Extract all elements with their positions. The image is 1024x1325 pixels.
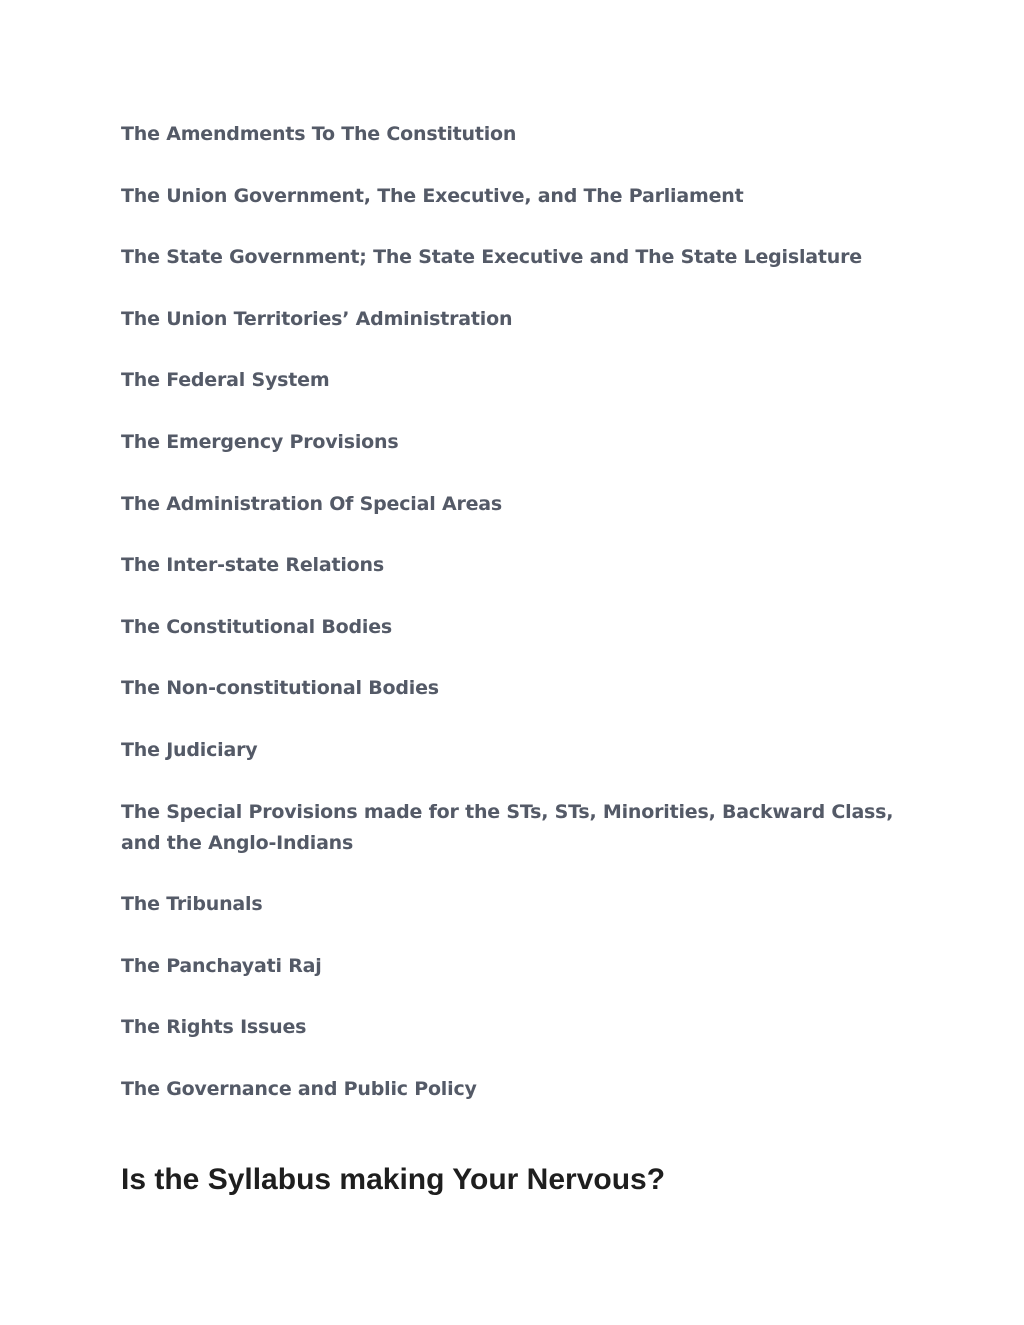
section-heading: Is the Syllabus making Your Nervous?: [121, 1163, 666, 1196]
topic-item: The State Government; The State Executive and The State Legislature: [121, 246, 862, 269]
topic-item: The Non-constitutional Bodies: [121, 677, 439, 700]
topic-item: The Judiciary: [121, 738, 258, 761]
topic-item: The Union Territories’ Administration: [121, 307, 513, 330]
topic-item: The Governance and Public Policy: [121, 1077, 477, 1100]
topic-item: The Emergency Provisions: [121, 430, 399, 453]
topic-item: The Administration Of Special Areas: [121, 492, 503, 515]
topic-item: The Union Government, The Executive, and The Parliament: [121, 184, 744, 207]
syllabus-topic-list: [121, 119, 901, 1136]
topic-item: The Constitutional Bodies: [121, 615, 392, 638]
topic-item: The Rights Issues: [121, 1016, 307, 1039]
topic-item: The Tribunals: [121, 893, 263, 916]
topic-item: The Federal System: [121, 369, 330, 392]
topic-item: The Panchayati Raj: [121, 954, 322, 977]
topic-item: The Special Provisions made for the STs, STs, Minorities, Backward Class, and the Anglo-Indians: [121, 800, 894, 854]
topic-item: The Amendments To The Constitution: [121, 123, 517, 145]
topic-item: The Inter-state Relations: [121, 554, 384, 577]
